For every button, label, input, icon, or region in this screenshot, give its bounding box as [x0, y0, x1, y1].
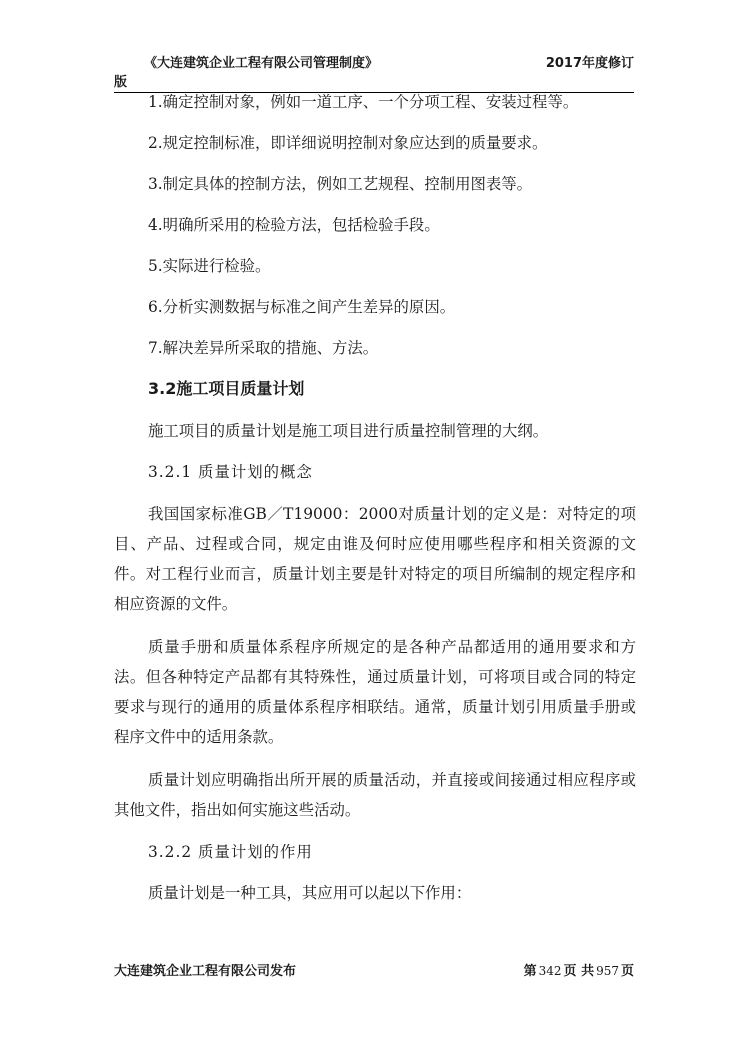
- header-title: 《大连建筑企业工程有限公司管理制度》: [144, 56, 379, 71]
- step-item: 5.实际进行检验。: [148, 257, 271, 275]
- page-suffix: 页: [620, 964, 634, 979]
- paragraph: 质量计划应明确指出所开展的质量活动，并直接或间接通过相应程序或其他文件，指出如何实施这些活动。: [114, 771, 636, 819]
- paragraph: 我国国家标准GB／T19000：2000对质量计划的定义是：对特定的项目、产品、过程或合同，规定由谁及何时应使用哪些程序和相关资源的文件。对工程行业而言，质量计划主要是针对特定的项目所编制的规定程序和相应资源的文件。: [114, 505, 636, 613]
- page-header: [114, 54, 634, 92]
- paragraph: 质量计划是一种工具，其应用可以起以下作用：: [148, 884, 472, 902]
- step-item: 3.制定具体的控制方法，例如工艺规程、控制用图表等。: [148, 175, 533, 193]
- page-counter: [524, 960, 634, 979]
- header-revision-wrap: 版: [114, 75, 128, 90]
- paragraph: 质量手册和质量体系程序所规定的是各种产品都适用的通用要求和方法。但各种特定产品都有其特殊性，通过质量计划，可将项目或合同的特定要求与现行的通用的质量体系程序相联结。通常，质量计划引用质量手册或程序文件中的适用条款。: [114, 638, 636, 746]
- step-item: 4.明确所采用的检验方法，包括检验手段。: [148, 216, 440, 234]
- total-pages: 957: [596, 964, 619, 978]
- step-item: 1.确定控制对象，例如一道工序、一个分项工程、安装过程等。: [148, 93, 579, 111]
- page-content: [114, 88, 636, 920]
- subsection-title-concept: 3.2.1 质量计划的概念: [148, 463, 313, 481]
- page-footer: [114, 960, 634, 979]
- step-item: 6.分析实测数据与标准之间产生差异的原因。: [148, 298, 456, 316]
- step-item: 7.解决差异所采取的措施、方法。: [148, 339, 379, 357]
- header-revision: 2017年度修订: [545, 56, 634, 71]
- page-prefix: 第: [523, 964, 537, 979]
- subsection-title-function: 3.2.2 质量计划的作用: [148, 843, 313, 861]
- step-item: 2.规定控制标准，即详细说明控制对象应达到的质量要求。: [148, 134, 548, 152]
- section-heading: 3.2施工项目质量计划: [148, 379, 305, 398]
- page-number: 342: [538, 964, 562, 978]
- section-intro: 施工项目的质量计划是施工项目进行质量控制管理的大纲。: [148, 422, 549, 440]
- footer-publisher: 大连建筑企业工程有限公司发布: [114, 964, 297, 979]
- page-mid: 页 共: [563, 964, 595, 979]
